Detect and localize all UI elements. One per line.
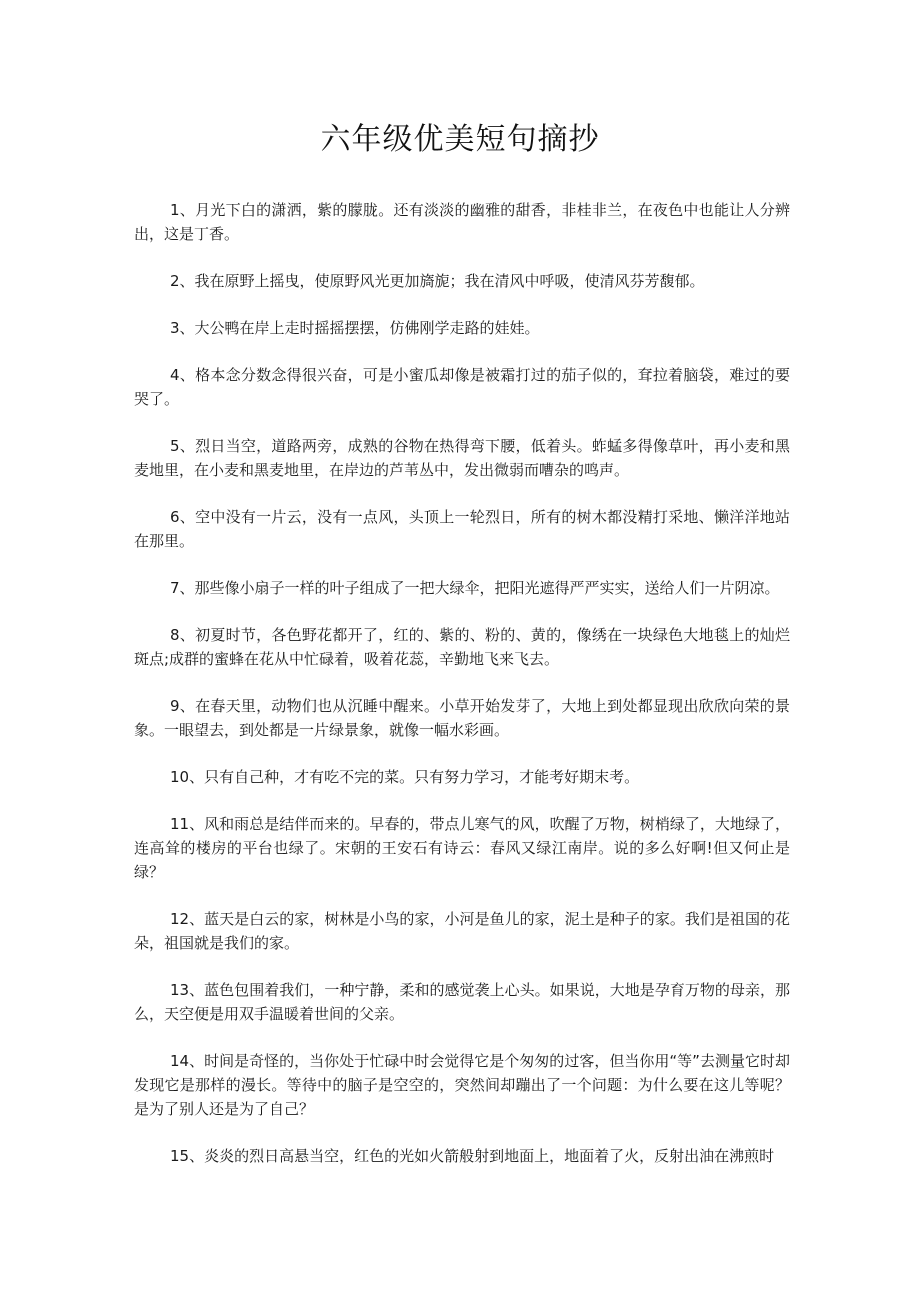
sentence-item: 14、时间是奇怪的，当你处于忙碌中时会觉得它是个匆匆的过客，但当你用“等”去测量它时却发现它是那样的漫长。等待中的脑子是空空的，突然间却蹦出了一个问题：为什么要在这儿等呢？是为了别人还是为了自己？ [134, 1052, 790, 1118]
sentence-item: 6、空中没有一片云，没有一点风，头顶上一轮烈日，所有的树木都没精打采地、懒洋洋地站在那里。 [134, 508, 790, 550]
sentence-item: 7、那些像小扇子一样的叶子组成了一把大绿伞，把阳光遮得严严实实，送给人们一片阴凉。 [170, 579, 780, 597]
sentence-item: 15、炎炎的烈日高悬当空，红色的光如火箭般射到地面上，地面着了火，反射出油在沸煎时 [170, 1147, 775, 1165]
sentence-item: 11、风和雨总是结伴而来的。早春的，带点儿寒气的风，吹醒了万物，树梢绿了，大地绿了，连高耸的楼房的平台也绿了。宋朝的王安石有诗云：春风又绿江南岸。说的多么好啊!但又何止是绿？ [134, 815, 790, 881]
sentence-item: 4、格本念分数念得很兴奋，可是小蜜瓜却像是被霜打过的茄子似的，耷拉着脑袋，难过的要哭了。 [134, 366, 790, 408]
sentence-item: 9、在春天里，动物们也从沉睡中醒来。小草开始发芽了，大地上到处都显现出欣欣向荣的景象。一眼望去，到处都是一片绿景象，就像一幅水彩画。 [134, 697, 790, 739]
sentence-item: 2、我在原野上摇曳，使原野风光更加旖旎；我在清风中呼吸，使清风芬芳馥郁。 [170, 272, 705, 290]
sentence-item: 1、月光下白的潇洒，紫的朦胧。还有淡淡的幽雅的甜香，非桂非兰，在夜色中也能让人分辨出，这是丁香。 [134, 201, 790, 243]
sentence-item: 12、蓝天是白云的家，树林是小鸟的家，小河是鱼儿的家，泥土是种子的家。我们是祖国的花朵，祖国就是我们的家。 [134, 910, 790, 952]
page-title: 六年级优美短句摘抄 [320, 122, 600, 157]
sentence-item: 13、蓝色包围着我们，一种宁静，柔和的感觉袭上心头。如果说，大地是孕育万物的母亲，那么，天空便是用双手温暖着世间的父亲。 [134, 981, 790, 1023]
sentence-list [134, 198, 790, 1191]
sentence-item: 10、只有自己种，才有吃不完的菜。只有努力学习，才能考好期末考。 [170, 768, 640, 786]
sentence-item: 8、初夏时节，各色野花都开了，红的、紫的、粉的、黄的，像绣在一块绿色大地毯上的灿烂斑点;成群的蜜蜂在花从中忙碌着，吸着花蕊，辛勤地飞来飞去。 [134, 626, 790, 668]
sentence-item: 3、大公鸭在岸上走时摇摇摆摆，仿佛刚学走路的娃娃。 [170, 319, 540, 337]
sentence-item: 5、烈日当空，道路两旁，成熟的谷物在热得弯下腰，低着头。蚱蜢多得像草叶，再小麦和黑麦地里，在小麦和黑麦地里，在岸边的芦苇丛中，发出微弱而嘈杂的鸣声。 [134, 437, 790, 479]
